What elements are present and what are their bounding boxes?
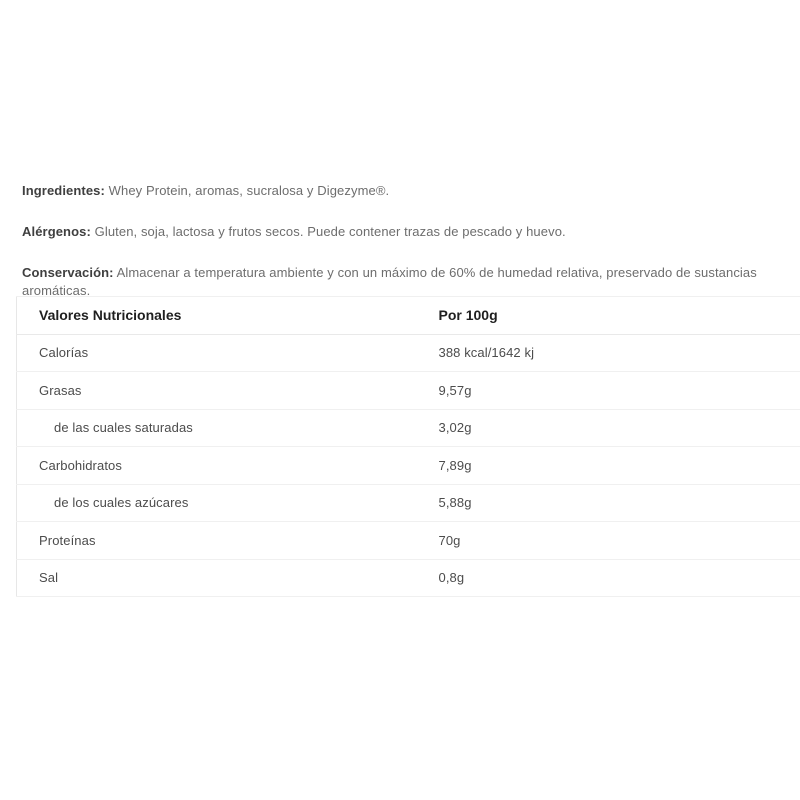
nutrient-label: Calorías (17, 334, 439, 372)
nutrient-value: 70g (439, 522, 800, 560)
table-row (17, 484, 800, 522)
nutrition-table-head (17, 297, 800, 335)
table-header-per-100g: Por 100g (439, 297, 800, 335)
allergens-label: Alérgenos: (22, 224, 91, 239)
storage-text: Almacenar a temperatura ambiente y con un máximo de 60% de humedad relativa, preservado de sustancias aromáticas. (22, 265, 757, 298)
nutrient-value: 3,02g (439, 409, 800, 447)
table-header-row (17, 297, 800, 335)
nutrient-label: Carbohidratos (17, 447, 439, 485)
ingredients-label: Ingredientes: (22, 183, 105, 198)
table-row (17, 559, 800, 597)
storage-paragraph (22, 264, 780, 300)
table-row (17, 372, 800, 410)
nutrient-label: Sal (17, 559, 439, 597)
nutrient-value: 388 kcal/1642 kj (439, 334, 800, 372)
nutrient-label: de los cuales azúcares (17, 484, 439, 522)
nutrient-label: Proteínas (17, 522, 439, 560)
table-row (17, 334, 800, 372)
table-row (17, 522, 800, 560)
ingredients-paragraph (22, 182, 780, 200)
nutrition-table-body (17, 334, 800, 597)
ingredients-text: Whey Protein, aromas, sucralosa y Digezyme®. (108, 183, 390, 198)
table-row (17, 409, 800, 447)
table-row (17, 447, 800, 485)
nutrient-label: Grasas (17, 372, 439, 410)
nutrition-table (16, 296, 800, 597)
nutrient-value: 5,88g (439, 484, 800, 522)
nutrient-value: 9,57g (439, 372, 800, 410)
allergens-text: Gluten, soja, lactosa y frutos secos. Puede contener trazas de pescado y huevo. (94, 224, 566, 239)
storage-label: Conservación: (22, 265, 114, 280)
table-header-nutrient: Valores Nutricionales (17, 297, 439, 335)
nutrient-value: 0,8g (439, 559, 800, 597)
nutrient-label: de las cuales saturadas (17, 409, 439, 447)
nutrient-value: 7,89g (439, 447, 800, 485)
allergens-paragraph (22, 223, 780, 241)
